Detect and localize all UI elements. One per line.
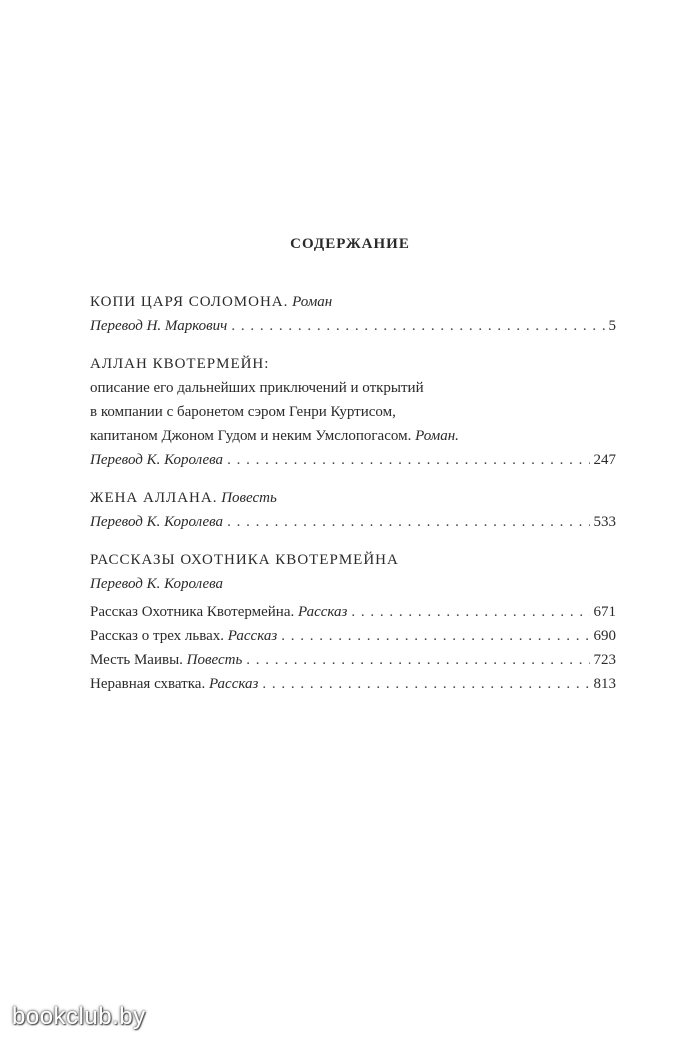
toc-entry-title <box>90 486 616 510</box>
entry-translator: Перевод К. Королева <box>90 576 224 592</box>
entry-description-line-last <box>90 424 616 448</box>
entry-title: КОПИ ЦАРЯ СОЛОМОНА. <box>90 294 289 310</box>
sub-entry-text <box>90 624 277 648</box>
dot-leader <box>227 448 589 472</box>
entry-description-line: в компании с баронетом сэром Генри Куртисом, <box>90 404 396 420</box>
toc-sub-entry <box>90 624 616 648</box>
entry-title: АЛЛАН КВОТЕРМЕЙН: <box>90 356 270 372</box>
entry-genre: Роман <box>292 294 333 310</box>
table-of-contents <box>90 290 616 696</box>
dot-leader <box>246 648 589 672</box>
sub-entry-genre: Рассказ <box>298 604 348 620</box>
sub-entry-genre: Повесть <box>186 652 243 668</box>
toc-entry-row <box>90 448 616 472</box>
entry-page-number: 247 <box>593 452 616 468</box>
page-title: СОДЕРЖАНИЕ <box>290 236 410 252</box>
dot-leader <box>351 600 589 624</box>
sub-entry-genre: Рассказ <box>208 676 259 692</box>
entry-genre: Роман. <box>415 428 459 444</box>
entry-description-line: описание его дальнейших приключений и открытий <box>90 380 424 396</box>
sub-entry-genre: Рассказ <box>227 628 278 644</box>
entry-translator: Перевод Н. Маркович <box>90 318 228 334</box>
watermark: bookclub.by <box>12 1003 146 1030</box>
entry-genre: Повесть <box>221 490 277 506</box>
dot-leader <box>281 624 589 648</box>
sub-entry-page-number: 671 <box>593 604 616 620</box>
toc-sub-entry <box>90 672 616 696</box>
toc-entry-row <box>90 314 616 338</box>
entry-page-number: 5 <box>608 318 616 334</box>
sub-entry-title: Рассказ Охотника Квотермейна. <box>90 604 295 620</box>
sub-entry-page-number: 690 <box>593 628 616 644</box>
toc-sub-entry <box>90 600 616 624</box>
entry-page-number: 533 <box>593 514 616 530</box>
entry-translator: Перевод К. Королева <box>90 452 224 468</box>
sub-entry-text <box>90 648 242 672</box>
dot-leader <box>231 314 604 338</box>
toc-entry-row <box>90 510 616 534</box>
sub-entry-page-number: 723 <box>593 652 616 668</box>
sub-entry-title: Месть Маивы. <box>90 652 183 668</box>
entry-title: ЖЕНА АЛЛАНА. <box>90 490 218 506</box>
sub-entry-text <box>90 600 347 624</box>
toc-sub-entry <box>90 648 616 672</box>
entry-title: РАССКАЗЫ ОХОТНИКА КВОТЕРМЕЙНА <box>90 552 399 568</box>
sub-entry-title: Неравная схватка. <box>90 676 206 692</box>
sub-entry-text <box>90 672 258 696</box>
entry-description-text: капитаном Джоном Гудом и неким Умслопогасом. <box>90 428 412 444</box>
toc-entry-title <box>90 290 616 314</box>
entry-translator: Перевод К. Королева <box>90 514 224 530</box>
dot-leader <box>227 510 589 534</box>
sub-entry-title: Рассказ о трех львах. <box>90 628 225 644</box>
dot-leader <box>262 672 589 696</box>
sub-entry-page-number: 813 <box>593 676 616 692</box>
